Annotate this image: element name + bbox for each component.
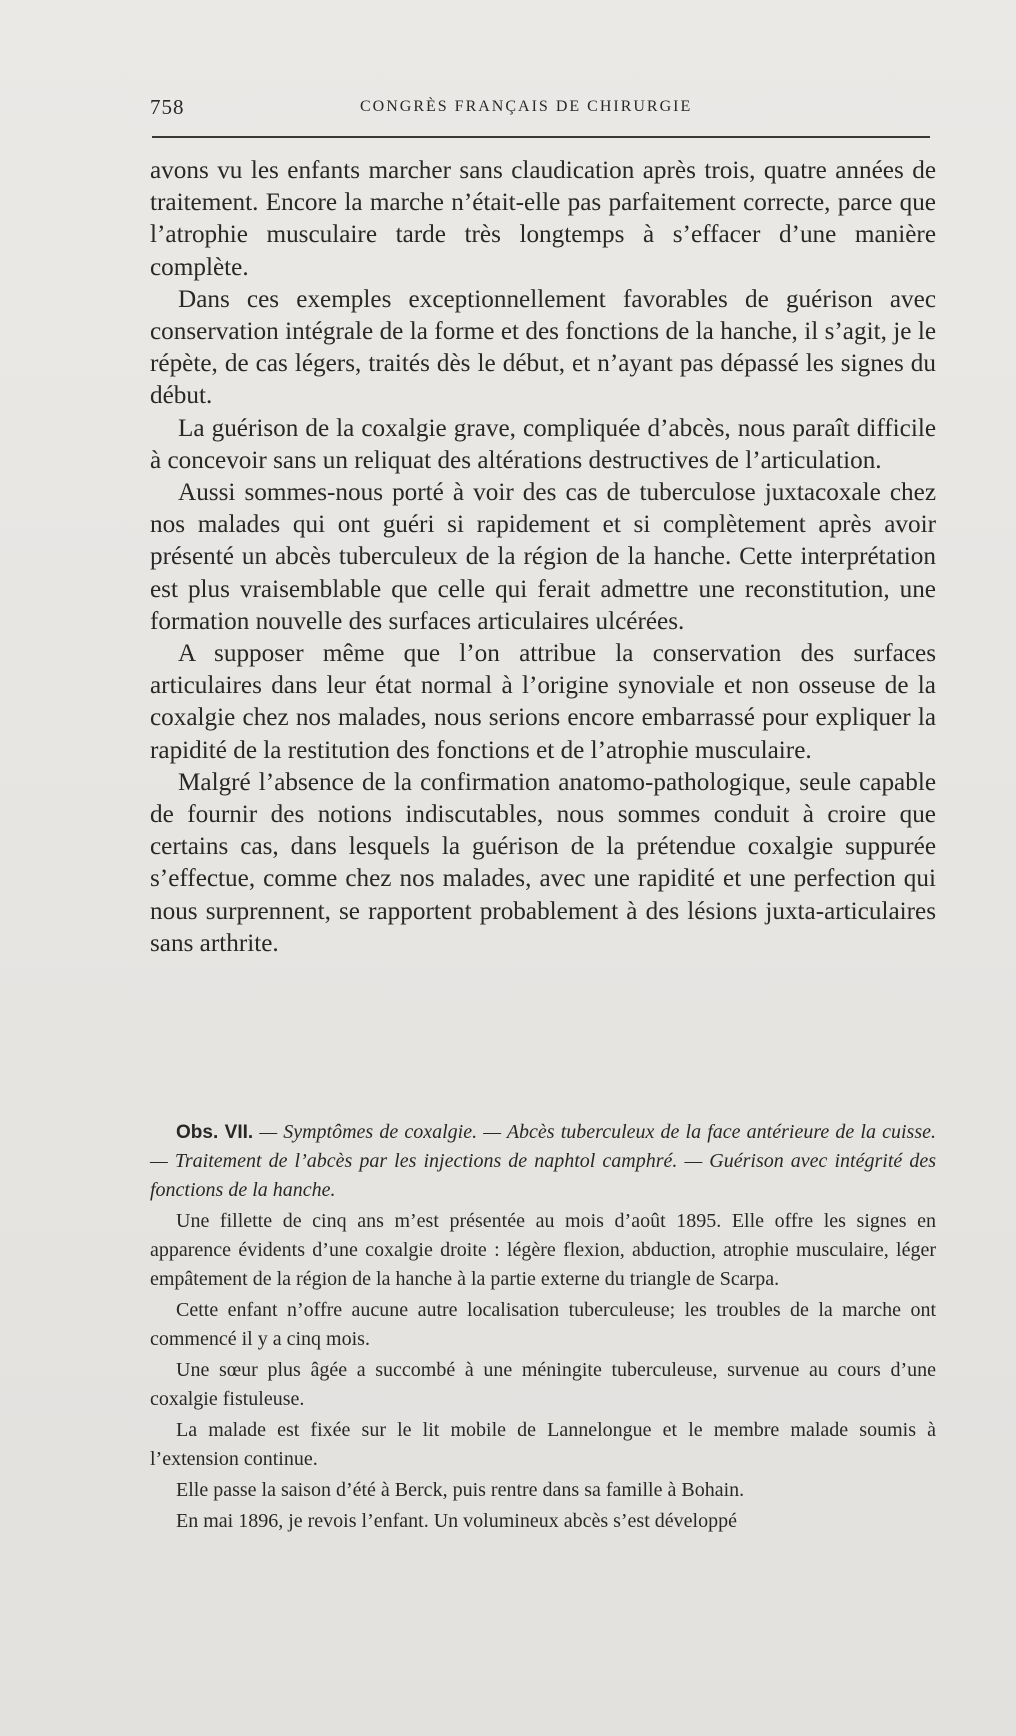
- observation-label: Obs. VII.: [176, 1122, 254, 1143]
- observation-paragraph: Une sœur plus âgée a succombé à une méningite tuberculeuse, survenue au cours d’une coxalgie fistuleuse.: [150, 1359, 936, 1410]
- page-number: 758: [150, 95, 185, 119]
- header-rule: [152, 136, 930, 138]
- observation-paragraph: La malade est fixée sur le lit mobile de Lannelongue et le membre malade soumis à l’extension continue.: [150, 1419, 936, 1470]
- observation-heading: [150, 1118, 936, 1205]
- paragraph: avons vu les enfants marcher sans claudication après trois, quatre années de traitement. Encore la marche n’était-elle pas parfaitement correcte, parce que l’atrophie musculaire tarde très longtemps à s’effacer d’une manière complète.: [150, 157, 936, 281]
- paragraph: Malgré l’absence de la confirmation anatomo-pathologique, seule capable de fournir des notions indiscutables, nous sommes conduit à croire que certains cas, dans lesquels la guérison de la prétendue coxalgie suppurée s’effectue, comme chez nos malades, avec une rapidité et une perfection qui nous surprennent, se rapportent probablement à des lésions juxta-articulaires sans arthrite.: [150, 768, 936, 957]
- observation-paragraph: Cette enfant n’offre aucune autre localisation tuberculeuse; les troubles de la marche ont commencé il y a cinq mois.: [150, 1299, 936, 1350]
- paragraph: A supposer même que l’on attribue la conservation des surfaces articulaires dans leur état normal à l’origine synoviale et non osseuse de la coxalgie chez nos malades, nous serions encore embarrassé pour expliquer la rapidité de la restitution des fonctions et de l’atrophie musculaire.: [150, 640, 936, 764]
- observation-title: — Symptômes de coxalgie. — Abcès tuberculeux de la face antérieure de la cuisse. — Traitement de l’abcès par les injections de naphtol camphré. — Guérison avec intégrité des fonctions de la hanche.: [150, 1121, 936, 1201]
- paragraph: Aussi sommes-nous porté à voir des cas de tuberculose juxtacoxale chez nos malades qui ont guéri si rapidement et si complètement après avoir présenté un abcès tuberculeux de la région de la hanche. Cette interprétation est plus vraisemblable que celle qui ferait admettre une reconstitution, une formation nouvelle des surfaces articulaires ulcérées.: [150, 479, 936, 635]
- observation-paragraph: Une fillette de cinq ans m’est présentée au mois d’août 1895. Elle offre les signes en apparence évidents d’une coxalgie droite : légère flexion, abduction, atrophie musculaire, léger empâtement de la région de la hanche à la partie externe du triangle de Scarpa.: [150, 1210, 936, 1290]
- paragraph: La guérison de la coxalgie grave, compliquée d’abcès, nous paraît difficile à concevoir sans un reliquat des altérations destructives de l’articulation.: [150, 414, 936, 474]
- observation-paragraph: En mai 1896, je revois l’enfant. Un volumineux abcès s’est développé: [176, 1510, 737, 1532]
- page-header: [150, 95, 930, 125]
- paragraph: Dans ces exemples exceptionnellement favorables de guérison avec conservation intégrale de la forme et des fonctions de la hanche, il s’agit, je le répète, de cas légers, traités dès le début, et n’ayant pas dépassé les signes du début.: [150, 285, 936, 410]
- running-title: CONGRÈS FRANÇAIS DE CHIRURGIE: [360, 98, 693, 115]
- main-text: [150, 155, 936, 960]
- observation-section: [150, 1118, 936, 1536]
- observation-paragraph: Elle passe la saison d’été à Berck, puis rentre dans sa famille à Bohain.: [176, 1479, 745, 1501]
